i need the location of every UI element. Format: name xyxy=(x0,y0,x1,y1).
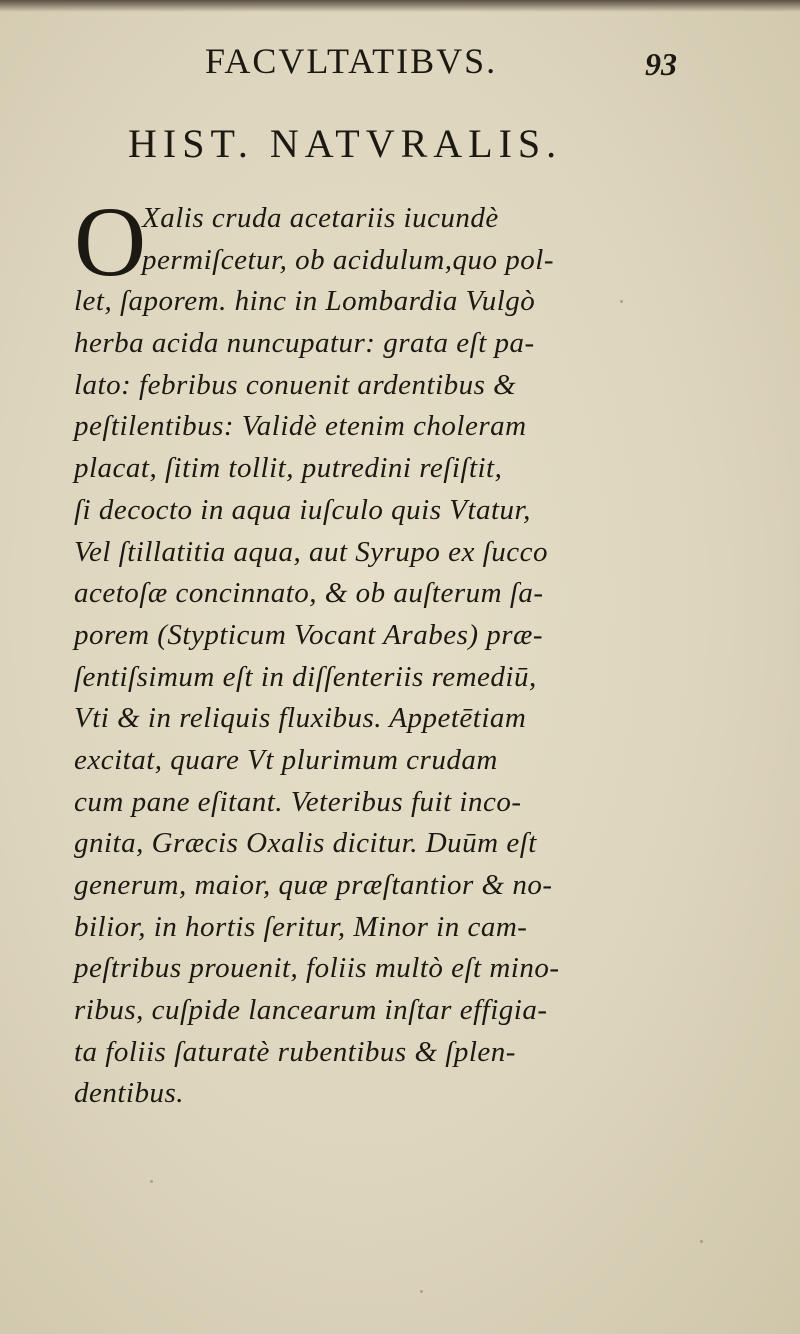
text-line: ta foliis ſaturatè rubentibus & ſplen- xyxy=(74,1035,516,1068)
text-line: Vel ſtillatitia aqua, aut Syrupo ex ſucco xyxy=(74,535,548,568)
text-line: let, ſaporem. hinc in Lombardia Vulgò xyxy=(74,285,536,318)
text-line: dentibus. xyxy=(74,1077,185,1110)
text-line: Xalis cruda acetariis iucundè xyxy=(142,202,499,234)
page-number: 93 xyxy=(645,46,677,82)
text-line: peſtribus prouenit, foliis multò eſt mino- xyxy=(74,952,560,985)
paper-speck xyxy=(420,1290,423,1293)
text-line: excitat, quare Vt plurimum crudam xyxy=(74,743,498,776)
body-text xyxy=(74,186,714,1115)
text-line: gnita, Græcis Oxalis dicitur. Duūm eſt xyxy=(74,827,537,860)
running-title: FACVLTATIBVS. xyxy=(205,41,498,81)
text-line: acetoſæ concinnato, & ob auſterum ſa- xyxy=(74,577,544,610)
text-line: cum pane eſitant. Veteribus fuit inco- xyxy=(74,785,522,818)
text-line: porem (Stypticum Vocant Arabes) præ- xyxy=(74,618,544,651)
paper-speck xyxy=(150,1180,153,1183)
text-line: herba acida nuncupatur: grata eſt pa- xyxy=(74,327,535,360)
text-line: ſi decocto in aqua iuſculo quis Vtatur, xyxy=(74,493,531,526)
text-line: permiſcetur, ob acidulum,quo pol- xyxy=(142,243,554,276)
text-line: generum, maior, quæ præſtantior & no- xyxy=(74,869,553,901)
text-line: placat, ſitim tollit, putredini reſiſtit, xyxy=(74,452,503,485)
text-line: bilior, in hortis ſeritur, Minor in cam- xyxy=(74,910,528,943)
text-line: Vti & in reliquis fluxibus. Appetētiam xyxy=(74,702,527,735)
paper-speck xyxy=(620,300,623,303)
text-line: peſtilentibus: Validè etenim choleram xyxy=(74,410,527,443)
section-heading: HIST. NATVRALIS. xyxy=(128,121,563,166)
paper-speck xyxy=(700,1240,703,1243)
text-line: ribus, cuſpide lancearum inſtar effigia- xyxy=(74,994,548,1027)
page-top-edge-shadow xyxy=(0,0,800,12)
drop-initial: O xyxy=(74,186,147,297)
text-line: lato: febribus conuenit ardentibus & xyxy=(74,368,517,401)
text-line: ſentiſsimum eſt in diſſenteriis remediū, xyxy=(74,660,537,693)
running-head xyxy=(0,38,800,88)
